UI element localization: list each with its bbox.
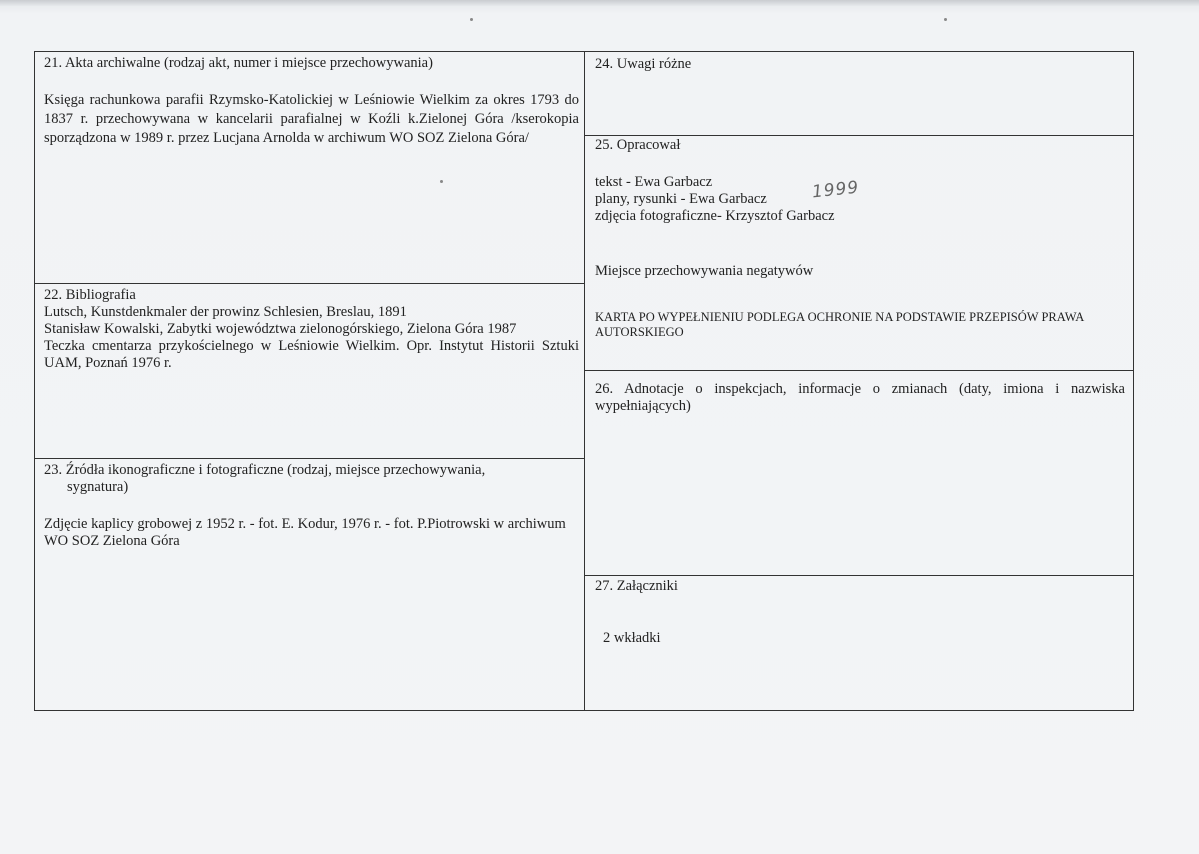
section-23-heading-cont: sygnatura) xyxy=(67,479,129,495)
negatives-location: Miejsce przechowywania negatywów xyxy=(595,263,814,279)
section-27 xyxy=(595,578,1125,647)
column-divider xyxy=(584,51,585,711)
section-26 xyxy=(595,381,1125,415)
speck xyxy=(470,18,473,21)
divider-22-23 xyxy=(34,458,585,459)
section-24-heading: 24. Uwagi różne xyxy=(595,56,692,72)
handwritten-year: 1999 xyxy=(811,177,861,203)
speck xyxy=(944,18,947,21)
section-21-body: Księga rachunkowa parafii Rzymsko-Katolickiej w Leśniowie Wielkim za okres 1793 do 1837 r. przechowywana w kancelarii parafialnej w Koźli k.Zielonej Góra /kserokopia sporządzona w 1989 r. przez Lucjana Arnolda w archiwum WO SOZ Zielona Góra/ xyxy=(44,92,579,146)
author-plans: plany, rysunki - Ewa Garbacz xyxy=(595,191,767,207)
section-25 xyxy=(595,137,1125,340)
attachments-value: 2 wkładki xyxy=(603,630,661,646)
bibliography-item: Stanisław Kowalski, Zabytki województwa zielonogórskiego, Zielona Góra 1987 xyxy=(44,321,517,337)
author-text: tekst - Ewa Garbacz xyxy=(595,174,713,190)
divider-25-26 xyxy=(585,370,1134,371)
bibliography-item: Lutsch, Kunstdenkmaler der prowinz Schlesien, Breslau, 1891 xyxy=(44,304,407,320)
section-22-heading: 22. Bibliografia xyxy=(44,287,136,303)
divider-24-25 xyxy=(585,135,1134,136)
section-22 xyxy=(44,287,579,372)
section-23-body: Zdjęcie kaplicy grobowej z 1952 r. - fot. E. Kodur, 1976 r. - fot. P.Piotrowski w archiwum WO SOZ Zielona Góra xyxy=(44,516,566,549)
section-27-heading: 27. Załączniki xyxy=(595,578,678,594)
section-23-heading: 23. Źródła ikonograficzne i fotograficzne (rodzaj, miejsce przechowywania, xyxy=(44,462,486,478)
section-24 xyxy=(595,56,1125,73)
author-photos: zdjęcia fotograficzne- Krzysztof Garbacz xyxy=(595,208,835,224)
section-21 xyxy=(44,55,579,148)
section-26-heading: 26. Adnotacje o inspekcjach, informacje o zmianach (daty, imiona i nazwiska wypełniających) xyxy=(595,381,1125,414)
divider-26-27 xyxy=(585,575,1134,576)
divider-21-22 xyxy=(34,283,585,284)
bibliography-item: Teczka cmentarza przykościelnego w Leśniowie Wielkim. Opr. Instytut Historii Sztuki UAM, Poznań 1976 r. xyxy=(44,338,579,371)
copyright-notice: KARTA PO WYPEŁNIENIU PODLEGA OCHRONIE NA PODSTAWIE PRZEPISÓW PRAWA AUTORSKIEGO xyxy=(595,310,1084,339)
section-23 xyxy=(44,462,579,550)
section-25-heading: 25. Opracował xyxy=(595,137,681,153)
page-top-edge xyxy=(0,0,1199,6)
section-21-heading: 21. Akta archiwalne (rodzaj akt, numer i miejsce przechowywania) xyxy=(44,55,433,71)
